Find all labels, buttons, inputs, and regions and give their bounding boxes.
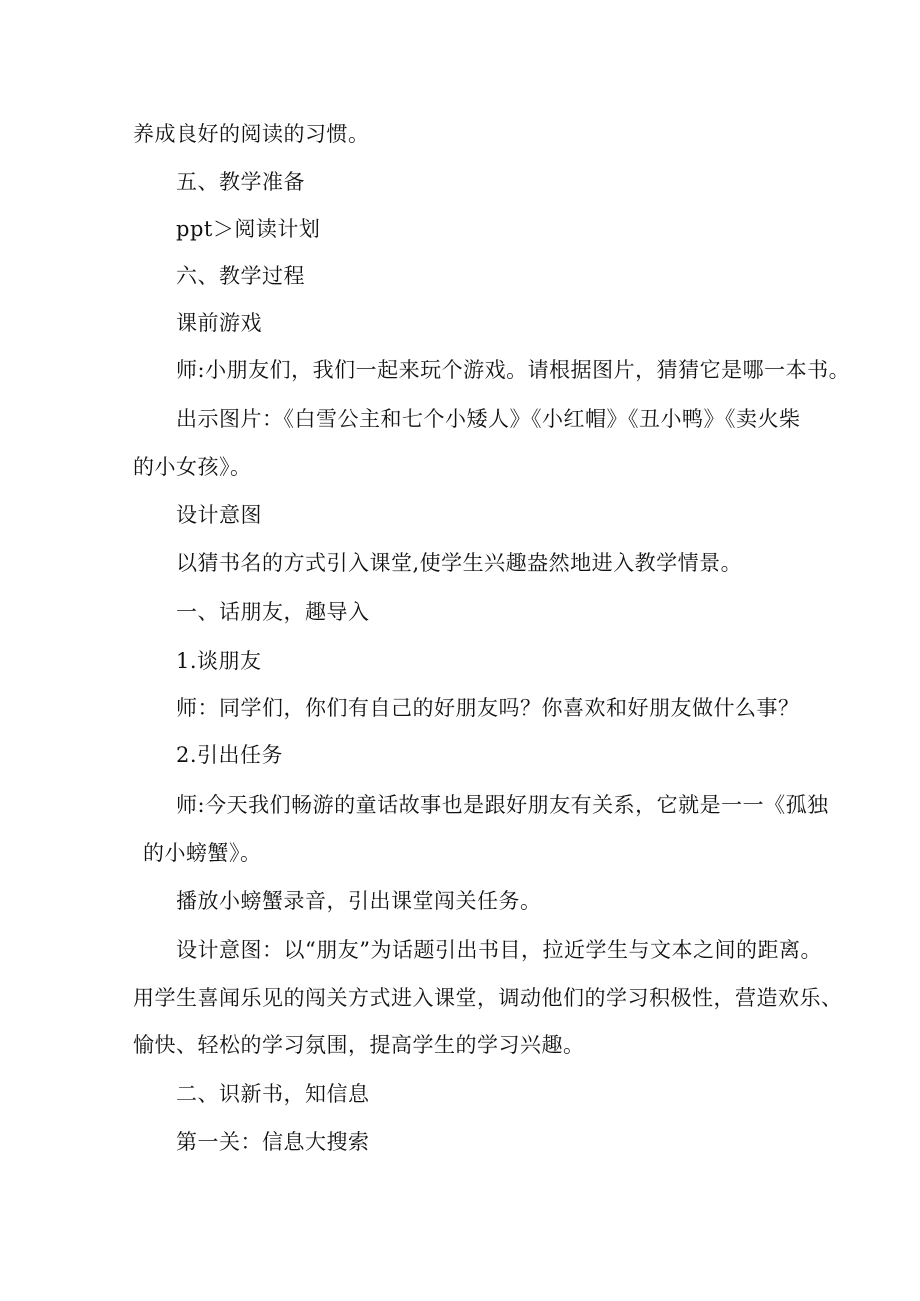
subheading: 2.引出任务 [176,743,284,767]
text-line: 出示图片：《白雪公主和七个小矮人》《小红帽》《丑小鸭》《卖火柴 [176,407,801,431]
text-line: 的小螃蟹》。 [143,841,262,865]
text-line: 养成良好的阅读的习惯。 [133,122,370,146]
subheading: 1.谈朋友 [176,649,262,673]
section-heading: 五、教学准备 [176,170,305,194]
text-line: 播放小螃蟹录音，引出课堂闯关任务。 [176,889,542,913]
section-heading: 一、话朋友，趣导入 [176,600,370,624]
section-heading: 六、教学过程 [176,264,305,288]
section-heading: 二、识新书，知信息 [176,1082,370,1106]
subheading: 设计意图 [176,503,262,527]
text-line: 以猜书名的方式引入课堂,使学生兴趣盎然地进入教学情景。 [176,551,743,575]
subheading: 第一关：信息大搜索 [176,1130,370,1154]
text-line: 的小女孩》。 [133,455,252,479]
text-line: 师:今天我们畅游的童话故事也是跟好朋友有关系，它就是一一《孤独 [176,793,829,817]
text-line: ppt＞阅读计划 [176,217,321,241]
text-line: 师:小朋友们，我们一起来玩个游戏。请根据图片，猜猜它是哪一本书。 [176,358,851,382]
text-line: 设计意图：以“朋友”为话题引出书目，拉近学生与文本之间的距离。 [176,938,822,962]
text-line: 师：同学们，你们有自己的好朋友吗？你喜欢和好朋友做什么事？ [176,696,800,720]
text-line: 用学生喜闻乐见的闯关方式进入课堂，调动他们的学习积极性，营造欢乐、 [133,986,843,1010]
subheading: 课前游戏 [176,311,262,335]
text-line: 愉快、轻松的学习氛围，提高学生的学习兴趣。 [133,1033,585,1057]
